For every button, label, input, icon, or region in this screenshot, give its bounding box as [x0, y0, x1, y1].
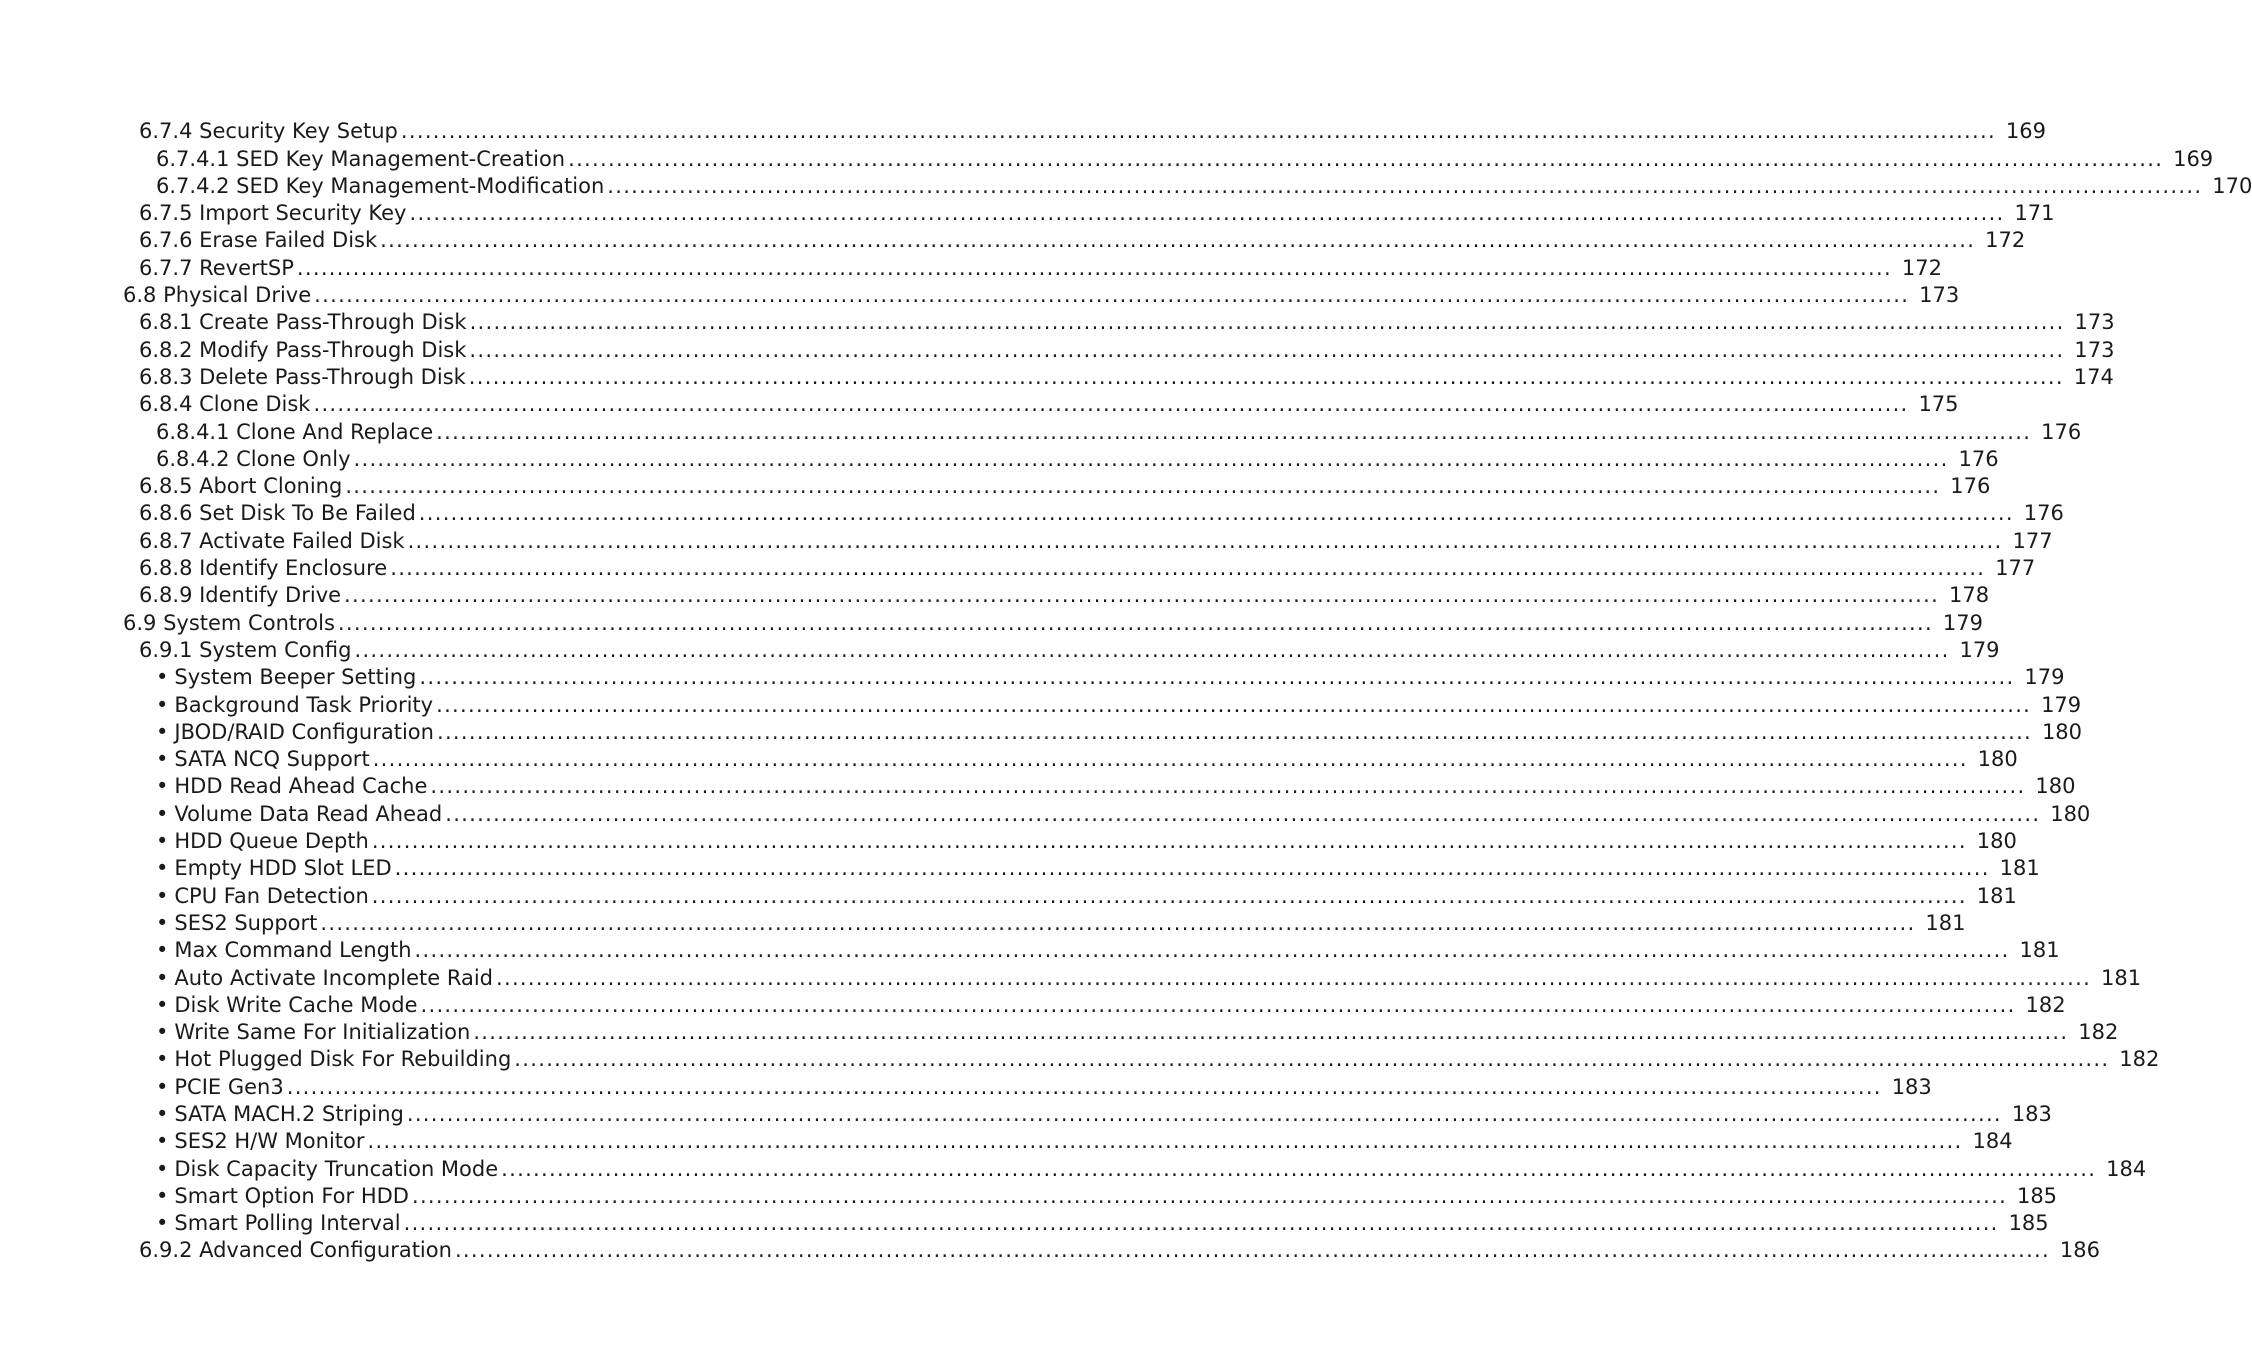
dot-leader: ........................................................................................................................................................................................................	[411, 1183, 2008, 1208]
toc-entry-title	[139, 637, 354, 664]
toc-entry-title-text: 6.8.4.1 Clone And Replace	[156, 419, 434, 444]
dot-leader: ........................................................................................................................................................................................................	[372, 747, 1968, 772]
toc-entry-page-number: 175	[1918, 392, 1959, 417]
toc-entry-page-number: 184	[2106, 1156, 2147, 1181]
toc-entry[interactable]	[0, 1046, 2160, 1073]
toc-entry[interactable]	[0, 200, 2055, 227]
toc-entry-title	[156, 146, 568, 173]
dot-leader: ........................................................................................................................................................................................................	[371, 829, 1967, 854]
toc-entry-page-number: 180	[2050, 801, 2091, 826]
toc-entry-title	[156, 719, 437, 746]
toc-entry-page-number: 177	[1995, 556, 2036, 581]
dot-leader: ........................................................................................................................................................................................................	[320, 910, 1916, 935]
toc-entry-title-text: Smart Option For HDD	[174, 1183, 409, 1208]
toc-entry-title-text: 6.7.5 Import Security Key	[139, 201, 407, 226]
toc-entry-page-number: 182	[2119, 1047, 2160, 1072]
dot-leader: ........................................................................................................................................................................................................	[337, 610, 1933, 635]
toc-entry[interactable]	[0, 1019, 2119, 1046]
toc-entry-page-number: 179	[1942, 610, 1983, 635]
dot-leader: ........................................................................................................................................................................................................	[436, 419, 2032, 444]
toc-entry[interactable]	[0, 1155, 2147, 1182]
bullet-icon: •	[156, 910, 169, 935]
toc-entry-page-number: 172	[1985, 228, 2026, 253]
toc-entry-page-number: 185	[2016, 1183, 2058, 1208]
bullet-icon: •	[156, 801, 169, 826]
toc-entry[interactable]	[0, 227, 2026, 254]
dot-leader: ........................................................................................................................................................................................................	[313, 392, 1909, 417]
toc-entry-page-number: 181	[2019, 938, 2060, 963]
dot-leader: ........................................................................................................................................................................................................	[367, 1129, 1963, 1154]
toc-entry-page-number: 172	[1901, 255, 1942, 280]
dot-leader: ........................................................................................................................................................................................................	[469, 310, 2065, 335]
toc-entry[interactable]	[0, 910, 1966, 937]
bullet-icon: •	[156, 829, 169, 854]
toc-entry-title-text: Volume Data Read Ahead	[174, 801, 443, 826]
toc-entry-title	[156, 1210, 404, 1237]
toc-entry-title	[156, 828, 372, 855]
toc-entry-title	[139, 309, 470, 336]
toc-entry-page-number: 178	[1949, 583, 1990, 608]
toc-entry-title-text: PCIE Gen3	[174, 1074, 284, 1099]
toc-entry-title	[156, 1183, 412, 1210]
toc-entry-title-text: Hot Plugged Disk For Rebuilding	[174, 1047, 512, 1072]
bullet-icon: •	[156, 1074, 169, 1099]
toc-entry[interactable]	[0, 691, 2082, 718]
toc-entry[interactable]	[0, 1237, 2100, 1264]
toc-entry[interactable]	[0, 828, 2017, 855]
dot-leader: ........................................................................................................................................................................................................	[371, 883, 1967, 908]
dot-leader: ........................................................................................................................................................................................................	[380, 228, 1976, 253]
toc-entry-title	[156, 1046, 514, 1073]
dot-leader: ........................................................................................................................................................................................................	[454, 1238, 2050, 1263]
toc-entry-title-text: 6.8.9 Identify Drive	[139, 583, 342, 608]
toc-entry[interactable]	[0, 855, 2040, 882]
toc-entry[interactable]	[0, 992, 2066, 1019]
toc-entry-title-text: SATA MACH.2 Striping	[174, 1101, 404, 1126]
toc-entry-page-number: 180	[2035, 774, 2076, 799]
toc-entry-title	[156, 1101, 407, 1128]
toc-entry-title-text: 6.8.6 Set Disk To Be Failed	[139, 501, 416, 526]
dot-leader: ........................................................................................................................................................................................................	[436, 719, 2033, 744]
toc-entry[interactable]	[0, 118, 2046, 145]
dot-leader: ........................................................................................................................................................................................................	[420, 992, 2016, 1017]
toc-entry[interactable]	[0, 173, 2252, 200]
bullet-icon: •	[156, 747, 169, 772]
toc-entry-page-number: 183	[2011, 1101, 2052, 1126]
toc-entry-title	[139, 555, 390, 582]
toc-entry[interactable]	[0, 145, 2214, 172]
toc-entry[interactable]	[0, 364, 2114, 391]
bullet-icon: •	[156, 1156, 169, 1181]
bullet-icon: •	[156, 1211, 169, 1236]
dot-leader: ........................................................................................................................................................................................................	[430, 774, 2026, 799]
toc-entry-page-number: 177	[2012, 528, 2053, 553]
dot-leader: ........................................................................................................................................................................................................	[436, 692, 2032, 717]
toc-entry-title-text: HDD Queue Depth	[174, 829, 369, 854]
toc-entry[interactable]	[0, 637, 2000, 664]
toc-entry-title-text: Smart Polling Interval	[174, 1211, 401, 1236]
bullet-icon: •	[156, 692, 169, 717]
toc-entry[interactable]	[0, 500, 2064, 527]
toc-entry-title-text: 6.8.5 Abort Cloning	[139, 474, 343, 499]
toc-entry-title-text: Disk Write Cache Mode	[174, 992, 418, 1017]
toc-entry-page-number: 180	[2041, 719, 2083, 744]
toc-entry-page-number: 173	[1919, 283, 1960, 308]
toc-entry-page-number: 185	[2008, 1211, 2049, 1236]
toc-entry[interactable]	[0, 964, 2142, 991]
toc-entry-page-number: 179	[1959, 637, 2000, 662]
toc-entry[interactable]	[0, 800, 2091, 827]
toc-entry[interactable]	[0, 555, 2036, 582]
toc-entry-title-text: 6.8.7 Activate Failed Disk	[139, 528, 405, 553]
bullet-icon: •	[156, 1101, 169, 1126]
toc-entry-page-number: 181	[2100, 965, 2142, 990]
toc-entry-page-number: 186	[2059, 1238, 2100, 1263]
dot-leader: ........................................................................................................................................................................................................	[414, 938, 2010, 963]
toc-entry[interactable]	[0, 336, 2115, 363]
toc-entry-title-text: 6.8.4.2 Clone Only	[156, 446, 351, 471]
toc-entry-title-text: SATA NCQ Support	[174, 747, 370, 772]
toc-entry-title	[156, 446, 354, 473]
bullet-icon: •	[156, 992, 169, 1017]
dot-leader: ........................................................................................................................................................................................................	[409, 201, 2005, 226]
dot-leader: ........................................................................................................................................................................................................	[353, 446, 1949, 471]
toc-entry-title	[156, 992, 421, 1019]
toc-entry-title	[156, 801, 445, 828]
toc-entry-title-text: 6.9.1 System Config	[139, 637, 352, 662]
toc-entry-title-text: JBOD/RAID Configuration	[174, 719, 434, 744]
toc-entry-page-number: 169	[2173, 146, 2214, 171]
toc-entry-title	[156, 173, 607, 200]
toc-entry[interactable]	[0, 937, 2060, 964]
toc-entry-title	[139, 200, 409, 227]
toc-entry[interactable]	[0, 391, 1959, 418]
toc-entry[interactable]	[0, 1183, 2058, 1210]
bullet-icon: •	[156, 774, 169, 799]
toc-entry-title	[156, 1156, 501, 1183]
bullet-icon: •	[156, 965, 169, 990]
toc-entry-title-text: 6.8.4 Clone Disk	[139, 392, 311, 417]
dot-leader: ........................................................................................................................................................................................................	[473, 1020, 2069, 1045]
dot-leader: ........................................................................................................................................................................................................	[403, 1211, 1999, 1236]
toc-entry-page-number: 182	[2078, 1020, 2119, 1045]
dot-leader: ........................................................................................................................................................................................................	[418, 501, 2014, 526]
bullet-icon: •	[156, 1183, 169, 1208]
toc-entry-title	[139, 227, 380, 254]
toc-entry-title	[139, 118, 401, 145]
dot-leader: ........................................................................................................................................................................................................	[445, 801, 2041, 826]
toc-entry-title-text: 6.8.1 Create Pass-Through Disk	[139, 310, 467, 335]
toc-entry-title-text: SES2 Support	[174, 910, 318, 935]
toc-entry-title-text: 6.7.7 RevertSP	[139, 255, 294, 280]
toc-entry[interactable]	[0, 664, 2065, 691]
dot-leader: ........................................................................................................................................................................................................	[469, 337, 2065, 362]
bullet-icon: •	[156, 1020, 169, 1045]
toc-entry-page-number: 174	[2073, 364, 2114, 389]
toc-entry[interactable]	[0, 1128, 2013, 1155]
toc-entry-title	[156, 664, 419, 691]
dot-leader: ........................................................................................................................................................................................................	[496, 965, 2092, 990]
toc-entry-title	[156, 910, 320, 937]
toc-entry-title-text: 6.8 Physical Drive	[123, 283, 312, 308]
toc-entry-title-text: CPU Fan Detection	[174, 883, 369, 908]
toc-entry[interactable]	[0, 609, 1983, 636]
toc-entry[interactable]	[0, 1210, 2049, 1237]
toc-entry[interactable]	[0, 418, 2082, 445]
toc-entry-title	[139, 528, 408, 555]
toc-entry-title-text: System Beeper Setting	[174, 665, 417, 690]
toc-entry-title	[139, 582, 344, 609]
toc-entry-page-number: 169	[2005, 119, 2046, 144]
toc-entry-title	[156, 746, 373, 773]
toc-entry-title	[156, 1019, 473, 1046]
toc-entry-title-text: 6.9 System Controls	[123, 610, 335, 635]
toc-entry[interactable]	[0, 527, 2053, 554]
toc-entry[interactable]	[0, 446, 1999, 473]
toc-entry-title-text: HDD Read Ahead Cache	[174, 774, 428, 799]
toc-entry[interactable]	[0, 582, 1990, 609]
toc-entry-title	[139, 473, 345, 500]
toc-entry-title	[156, 692, 436, 719]
bullet-icon: •	[156, 938, 169, 963]
toc-entry-title	[156, 1074, 287, 1101]
toc-entry-title-text: 6.8.8 Identify Enclosure	[139, 556, 388, 581]
toc-entry[interactable]	[0, 746, 2018, 773]
toc-entry-title	[139, 391, 313, 418]
toc-entry-title-text: 6.9.2 Advanced Configuration	[139, 1238, 452, 1263]
toc-entry-title-text: Max Command Length	[174, 938, 412, 963]
toc-entry-page-number: 176	[1950, 474, 1991, 499]
toc-entry-title	[139, 364, 469, 391]
toc-entry-page-number: 180	[1977, 747, 2018, 772]
toc-entry-title-text: Empty HDD Slot LED	[174, 856, 392, 881]
toc-entry-title-text: 6.8.3 Delete Pass-Through Disk	[139, 364, 466, 389]
toc-entry-title-text: 6.7.4 Security Key Setup	[139, 119, 398, 144]
dot-leader: ........................................................................................................................................................................................................	[406, 1101, 2002, 1126]
toc-entry-title-text: Auto Activate Incomplete Raid	[174, 965, 493, 990]
dot-leader: ........................................................................................................................................................................................................	[345, 474, 1941, 499]
toc-entry[interactable]	[0, 1073, 1932, 1100]
dot-leader: ........................................................................................................................................................................................................	[568, 146, 2164, 171]
toc-entry-page-number: 181	[1999, 856, 2040, 881]
toc-entry-page-number: 179	[2041, 692, 2082, 717]
toc-entry-page-number: 182	[2025, 992, 2066, 1017]
bullet-icon: •	[156, 1129, 169, 1154]
toc-entry-title	[156, 419, 436, 446]
toc-entry-page-number: 176	[2023, 501, 2064, 526]
toc-entry[interactable]	[0, 473, 1991, 500]
toc-entry-title-text: 6.8.2 Modify Pass-Through Disk	[139, 337, 467, 362]
toc-entry-title	[123, 610, 338, 637]
bullet-icon: •	[156, 883, 169, 908]
toc-entry-title	[139, 1237, 455, 1264]
toc-entry-page-number: 181	[1976, 883, 2017, 908]
dot-leader: ........................................................................................................................................................................................................	[286, 1074, 1882, 1099]
toc-entry-title-text: 6.7.4.1 SED Key Management-Creation	[156, 146, 566, 171]
bullet-icon: •	[156, 856, 169, 881]
toc-entry-title	[139, 500, 419, 527]
toc-entry[interactable]	[0, 282, 1960, 309]
toc-entry[interactable]	[0, 1101, 2052, 1128]
dot-leader: ........................................................................................................................................................................................................	[400, 119, 1996, 144]
toc-entry-title	[156, 773, 430, 800]
toc-entry-title	[139, 255, 297, 282]
toc-entry-page-number: 181	[1925, 910, 1966, 935]
toc-entry-page-number: 183	[1891, 1074, 1932, 1099]
toc-entry[interactable]	[0, 309, 2115, 336]
toc-entry[interactable]	[0, 719, 2083, 746]
toc-entry-page-number: 176	[2041, 419, 2082, 444]
toc-entry[interactable]	[0, 882, 2017, 909]
toc-entry[interactable]	[0, 254, 1942, 281]
dot-leader: ........................................................................................................................................................................................................	[607, 173, 2203, 198]
toc-entry-title-text: 6.7.4.2 SED Key Management-Modification	[156, 173, 605, 198]
toc-entry-title	[156, 937, 415, 964]
toc-entry-title	[156, 965, 496, 992]
toc-entry-title-text: SES2 H/W Monitor	[174, 1129, 365, 1154]
toc-entry-page-number: 173	[2074, 310, 2115, 335]
toc-entry-title	[156, 855, 395, 882]
toc-entry-title-text: Disk Capacity Truncation Mode	[174, 1156, 499, 1181]
toc-entry-title	[156, 883, 372, 910]
toc-entry-page-number: 180	[1976, 829, 2017, 854]
toc-entry-page-number: 176	[1958, 446, 1999, 471]
dot-leader: ........................................................................................................................................................................................................	[344, 583, 1940, 608]
toc-entry-title-text: 6.7.6 Erase Failed Disk	[139, 228, 378, 253]
dot-leader: ........................................................................................................................................................................................................	[407, 528, 2003, 553]
dot-leader: ........................................................................................................................................................................................................	[514, 1047, 2110, 1072]
toc-entry-title-text: Background Task Priority	[174, 692, 434, 717]
bullet-icon: •	[156, 719, 169, 744]
toc-entry-page-number: 171	[2014, 201, 2055, 226]
toc-entry-title-text: Write Same For Initialization	[174, 1020, 471, 1045]
toc-entry-page-number: 184	[1972, 1129, 2013, 1154]
dot-leader: ........................................................................................................................................................................................................	[501, 1156, 2097, 1181]
dot-leader: ........................................................................................................................................................................................................	[296, 255, 1892, 280]
bullet-icon: •	[156, 1047, 169, 1072]
dot-leader: ........................................................................................................................................................................................................	[354, 637, 1950, 662]
toc-entry-title	[156, 1128, 368, 1155]
toc-entry-title	[123, 282, 314, 309]
toc-entry-title	[139, 337, 469, 364]
toc-entry-page-number: 170	[2212, 173, 2252, 198]
dot-leader: ........................................................................................................................................................................................................	[419, 665, 2015, 690]
bullet-icon: •	[156, 665, 169, 690]
dot-leader: ........................................................................................................................................................................................................	[394, 856, 1990, 881]
toc-entry[interactable]	[0, 773, 2076, 800]
dot-leader: ........................................................................................................................................................................................................	[390, 556, 1986, 581]
toc-entry-page-number: 179	[2024, 665, 2065, 690]
table-of-contents	[0, 118, 2252, 1264]
dot-leader: ........................................................................................................................................................................................................	[314, 283, 1910, 308]
dot-leader: ........................................................................................................................................................................................................	[468, 364, 2064, 389]
toc-entry-page-number: 173	[2074, 337, 2115, 362]
